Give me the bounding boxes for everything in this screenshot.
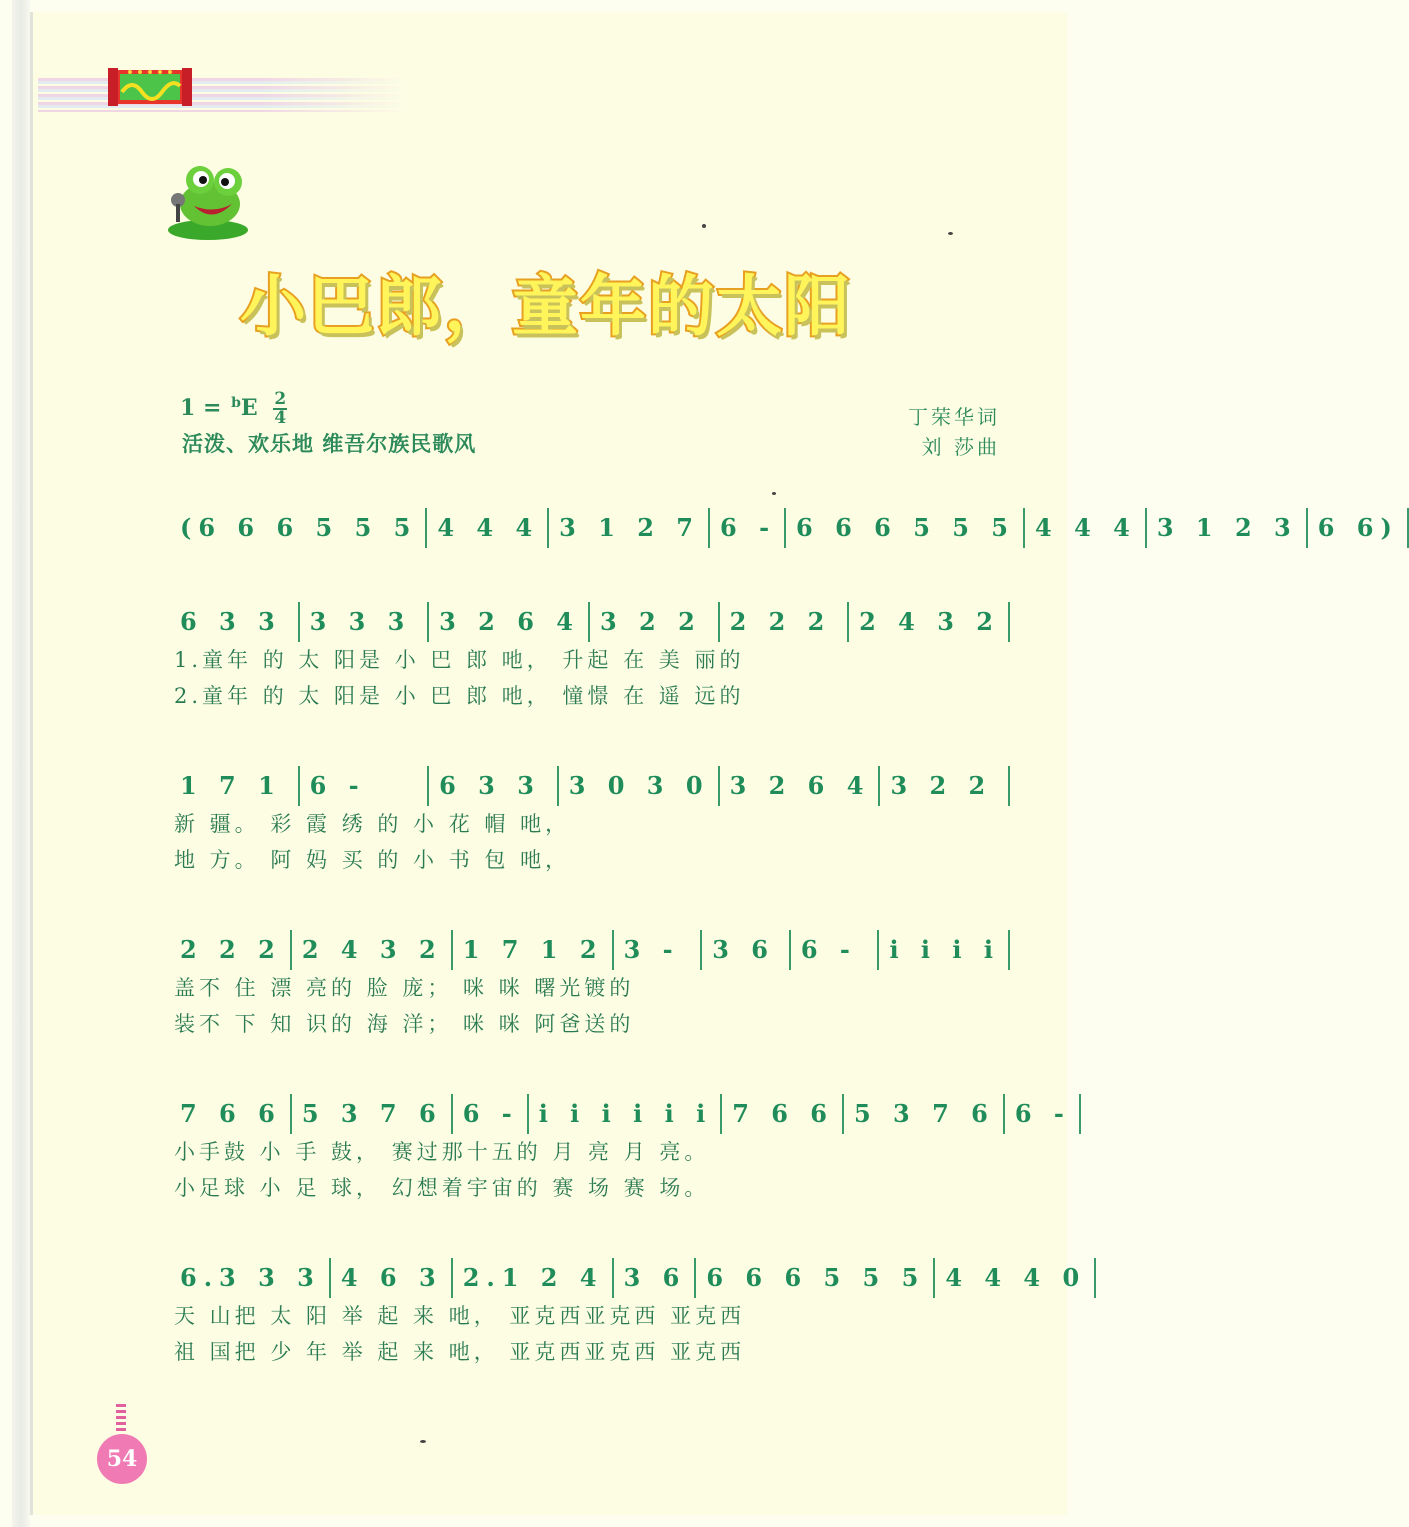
song-title: 小巴郎，童年的太阳 — [240, 268, 852, 345]
speck — [948, 232, 953, 235]
composer: 刘 莎曲 — [921, 435, 1000, 459]
measure: 3 2 2 — [590, 600, 720, 642]
notes-line — [170, 1256, 1087, 1298]
measure: 4 4 4 0 — [935, 1256, 1096, 1298]
measure: 2 2 2 — [720, 600, 850, 642]
lyrics-verse-2: 小足球 小 足 球， 幻想着宇宙的 赛 场 赛 场。 — [174, 1176, 710, 1200]
time-bottom: 4 — [274, 408, 287, 428]
frog-mascot-icon — [156, 160, 256, 244]
measure: 6 - — [453, 1092, 529, 1134]
score-row — [170, 928, 1010, 1042]
measure: 3 6 — [614, 1256, 697, 1298]
measure: 6 6) — [1308, 506, 1409, 548]
measure: 3 1 2 7 — [549, 506, 710, 548]
measure: 4 4 4 — [1025, 506, 1147, 548]
speck — [702, 224, 706, 228]
measure: 2 4 3 2 — [849, 600, 1010, 642]
measure: 3 6 — [702, 928, 791, 970]
lyrics-verse-1: 小手鼓 小 手 鼓， 赛过那十五的 月 亮 月 亮。 — [174, 1140, 710, 1164]
time-top: 2 — [274, 389, 287, 409]
measure: 3 3 3 — [300, 600, 430, 642]
lyrics-verse-1: 天 山把 太 阳 举 起 来 吔， 亚克西亚克西 亚克西 — [174, 1304, 746, 1328]
score-row — [170, 764, 1010, 878]
score-row — [170, 1092, 1071, 1206]
measure: 7 6 6 — [722, 1092, 844, 1134]
accordion-icon — [108, 64, 192, 108]
measure: 6 6 6 5 5 5 — [696, 1256, 935, 1298]
measure: 4 4 4 — [427, 506, 549, 548]
page-edge — [12, 0, 30, 1527]
speck — [420, 1440, 426, 1443]
notes-line — [170, 928, 1010, 970]
measure: 3 - — [614, 928, 703, 970]
measure: 1 7 1 2 — [453, 928, 614, 970]
score-row — [170, 1256, 1087, 1370]
measure: 6 3 3 — [170, 600, 300, 642]
measure: (6 6 6 5 5 5 — [170, 506, 427, 548]
measure: 6.3 3 3 — [170, 1256, 331, 1298]
measure: i i i i i i — [529, 1092, 722, 1134]
decorative-stripes — [38, 78, 408, 112]
score-row — [170, 506, 1399, 548]
measure: 5 3 7 6 — [844, 1092, 1005, 1134]
measure: 3 0 3 0 — [559, 764, 720, 806]
measure: 6 - — [791, 928, 880, 970]
page-number-tick — [116, 1404, 126, 1434]
measure: 1 7 1 — [170, 764, 300, 806]
lyrics-verse-2: 装不 下 知 识的 海 洋； 咪 咪 阿爸送的 — [174, 1012, 635, 1036]
notes-line — [170, 600, 1010, 642]
measure: 5 3 7 6 — [292, 1092, 453, 1134]
measure: 6 - — [710, 506, 786, 548]
key-note: E — [240, 395, 258, 421]
lyricist: 丁荣华词 — [908, 405, 1000, 429]
measure: 2.1 2 4 — [453, 1256, 614, 1298]
credits — [908, 402, 1000, 462]
lyrics-verse-1: 新 疆。 彩 霞 绣 的 小 花 帽 吔， — [174, 812, 571, 836]
measure: 6 - — [300, 764, 430, 806]
measure: i i i i — [879, 928, 1010, 970]
measure: 3 2 2 — [880, 764, 1010, 806]
measure: 3 2 6 4 — [720, 764, 881, 806]
measure: 3 2 6 4 — [429, 600, 590, 642]
time-signature — [273, 389, 287, 428]
measure: 6 6 6 5 5 5 — [786, 506, 1025, 548]
score-row — [170, 600, 1010, 714]
measure: 6 - — [1005, 1092, 1081, 1134]
key-flat: b — [231, 395, 241, 411]
measure: 4 6 3 — [331, 1256, 453, 1298]
measure: 7 6 6 — [170, 1092, 292, 1134]
key-prefix: 1 = — [180, 395, 230, 421]
key-signature — [180, 389, 287, 428]
page-number: 54 — [97, 1434, 147, 1484]
measure: 3 1 2 3 — [1147, 506, 1308, 548]
lyrics-verse-2: 祖 国把 少 年 举 起 来 吔， 亚克西亚克西 亚克西 — [174, 1340, 746, 1364]
speck — [772, 492, 776, 495]
measure: 2 4 3 2 — [292, 928, 453, 970]
lyrics-verse-1: 1.童年 的 太 阳是 小 巴 郎 吔， 升起 在 美 丽的 — [174, 648, 745, 672]
tempo-marking: 活泼、欢乐地 维吾尔族民歌风 — [182, 432, 477, 456]
lyrics-verse-2: 地 方。 阿 妈 买 的 小 书 包 吔， — [174, 848, 571, 872]
lyrics-verse-2: 2.童年 的 太 阳是 小 巴 郎 吔， 憧憬 在 遥 远的 — [174, 684, 745, 708]
lyrics-verse-1: 盖不 住 漂 亮的 脸 庞； 咪 咪 曙光镀的 — [174, 976, 635, 1000]
measure: 2 2 2 — [170, 928, 292, 970]
notes-line — [170, 764, 1010, 806]
measure: 6 3 3 — [429, 764, 559, 806]
notes-line — [170, 506, 1399, 548]
notes-line — [170, 1092, 1071, 1134]
